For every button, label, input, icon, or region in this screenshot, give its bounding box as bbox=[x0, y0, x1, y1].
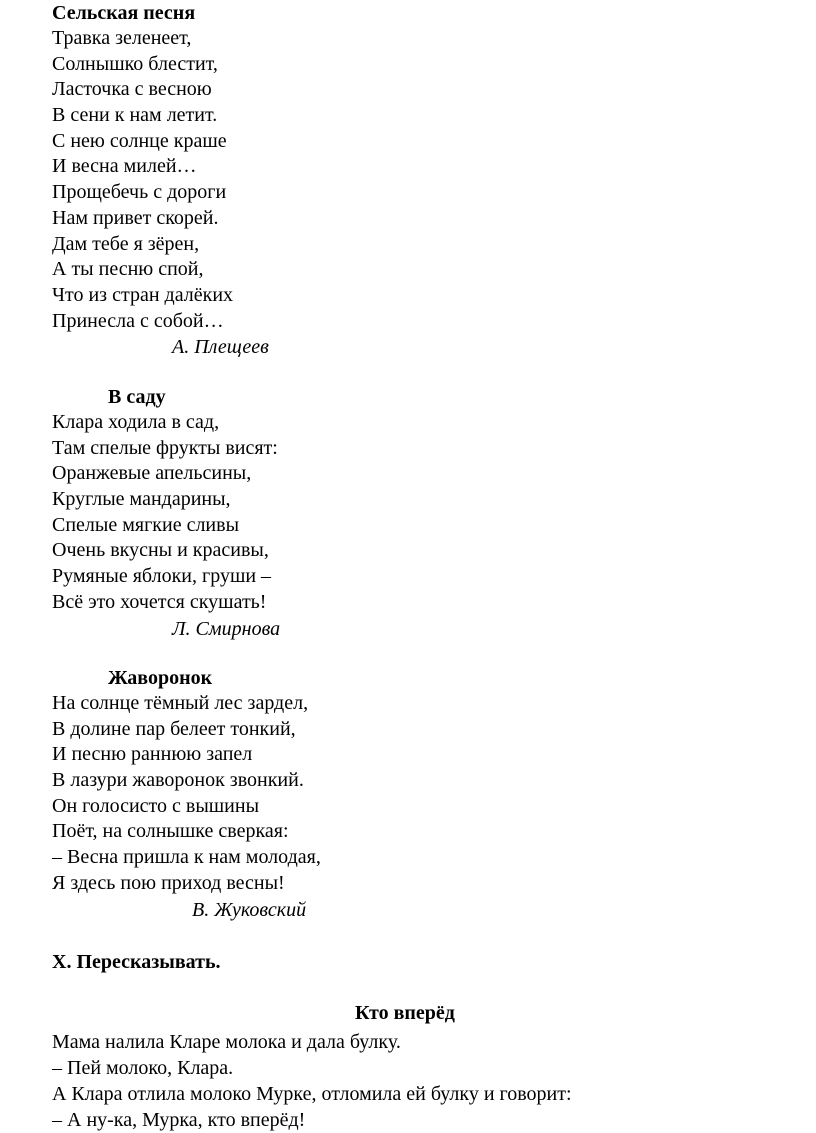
poem-line: А ты песню спой, bbox=[52, 258, 204, 281]
poem-line: В сени к нам летит. bbox=[52, 104, 218, 127]
poem-title: В саду bbox=[108, 386, 166, 408]
poem-title: Жаворонок bbox=[108, 667, 213, 689]
poem-line: Там спелые фрукты висят: bbox=[52, 436, 278, 459]
poem-line: С нею солнце краше bbox=[52, 129, 227, 152]
poem-selskaya-pesnya bbox=[52, 0, 269, 360]
poem-v-sadu bbox=[52, 384, 280, 642]
section-heading: X. Пересказывать. bbox=[52, 951, 221, 973]
story-line: – А ну-ка, Мурка, кто вперёд! bbox=[52, 1109, 306, 1131]
poem-author: Л. Смирнова bbox=[172, 617, 281, 640]
poem-line: Румяные яблоки, груши – bbox=[52, 565, 272, 588]
poem-line: Травка зеленеет, bbox=[52, 27, 192, 49]
story-body bbox=[52, 1029, 572, 1133]
poem-line: Солнышко блестит, bbox=[52, 52, 218, 75]
poem-line: Оранжевые апельсины, bbox=[52, 462, 252, 485]
poem-line: В лазури жаворонок звонкий. bbox=[52, 769, 304, 792]
story-line: А Клара отлила молоко Мурке, отломила ей булку и говорит: bbox=[52, 1083, 572, 1105]
story-line: – Пей молоко, Клара. bbox=[52, 1057, 234, 1079]
poem-line: Клара ходила в сад, bbox=[52, 411, 220, 433]
poem-line: Что из стран далёких bbox=[52, 283, 234, 306]
poem-line: В долине пар белеет тонкий, bbox=[52, 717, 296, 740]
poem-line: Нам привет скорей. bbox=[52, 206, 219, 229]
poem-line: Дам тебе я зёрен, bbox=[52, 232, 200, 255]
poem-line: Принесла с собой… bbox=[52, 309, 224, 332]
poem-zhavoronok bbox=[52, 665, 321, 923]
poem-line: И весна милей… bbox=[52, 155, 197, 178]
poem-author: А. Плещеев bbox=[172, 336, 269, 359]
poem-line: Прощебечь с дороги bbox=[52, 181, 227, 204]
poem-line: Поёт, на солнышке сверкая: bbox=[52, 820, 289, 843]
story-title: Кто вперёд bbox=[355, 1002, 455, 1024]
story-line: Мама налила Кларе молока и дала булку. bbox=[52, 1031, 401, 1053]
poem-line: Спелые мягкие сливы bbox=[52, 513, 240, 536]
poem-line: – Весна пришла к нам молодая, bbox=[52, 846, 321, 869]
poem-line: Ласточка с весною bbox=[52, 78, 212, 101]
poem-line: Он голосисто с вышины bbox=[52, 794, 260, 817]
poem-line: Всё это хочется скушать! bbox=[52, 590, 267, 613]
poem-title: Сельская песня bbox=[52, 2, 196, 24]
poem-line: На солнце тёмный лес зардел, bbox=[52, 692, 309, 714]
poem-author: В. Жуковский bbox=[192, 898, 307, 921]
poem-line: Круглые мандарины, bbox=[52, 488, 231, 511]
poem-line: И песню раннюю запел bbox=[52, 743, 253, 766]
poem-line: Очень вкусны и красивы, bbox=[52, 539, 269, 562]
poem-line: Я здесь пою приход весны! bbox=[52, 871, 285, 894]
